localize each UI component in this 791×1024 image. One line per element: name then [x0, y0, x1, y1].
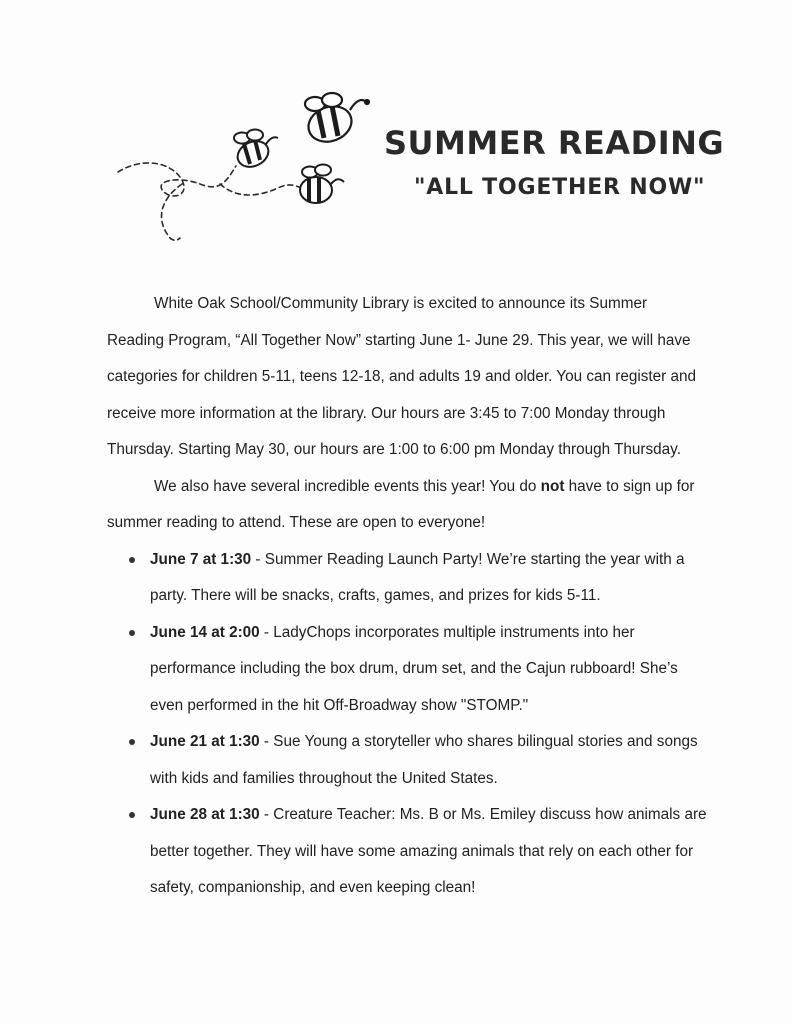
intro-paragraph: White Oak School/Community Library is excited to announce its Summer Reading Program, “All Together Now” starting June 1- June 29. This year, we will have categories for children 5-11, teens 12-18, and adults 19 and older. You can register and receive more information at the library. Our hours are 3:45 to 7:00 Monday through Thursday. Starting May 30, our hours are 1:00 to 6:00 pm Monday through Thursday. [107, 295, 697, 458]
event-item [107, 797, 707, 907]
event-date: June 21 at 1:30 [150, 733, 260, 750]
bee-large-icon [304, 93, 369, 147]
flyer-body [107, 286, 707, 907]
event-date: June 14 at 2:00 [150, 623, 260, 641]
event-description: - Creature Teacher: Ms. B or Ms. Emiley discuss how animals are better together. They will have some amazing animals that rely on each other for safety, companionship, and even keeping clean! [150, 806, 707, 896]
event-description: - Sue Young a storyteller who shares bilingual stories and songs with kids and families throughout the United States. [150, 733, 698, 787]
events-intro-text-a: We also have several incredible events this year! You do [154, 477, 541, 495]
bee-medium-icon [300, 165, 344, 204]
event-description: - Summer Reading Launch Party! We’re starting the year with a party. There will be snacks, crafts, games, and prizes for kids 5-11. [150, 550, 685, 604]
events-intro-paragraph [107, 469, 707, 542]
events-intro-text-b: have to sign up for summer reading to attend. These are open to everyone! [107, 477, 695, 531]
event-item [107, 724, 707, 797]
event-item [107, 542, 707, 615]
page-subtitle: "ALL TOGETHER NOW" [414, 175, 706, 200]
page-title: SUMMER READING [384, 124, 725, 162]
event-date: June 7 at 1:30 [150, 550, 252, 568]
event-date: June 28 at 1:30 [150, 806, 260, 823]
events-list [107, 542, 707, 907]
bees-illustration-icon [110, 88, 380, 248]
event-item [107, 615, 707, 725]
events-intro-bold: not [540, 477, 565, 495]
event-description: - LadyChops incorporates multiple instruments into her performance including the box drum, drum set, and the Cajun rubboard! She’s even performed in the hit Off-Broadway show "STOMP." [150, 623, 678, 714]
bee-small-icon [233, 130, 278, 172]
